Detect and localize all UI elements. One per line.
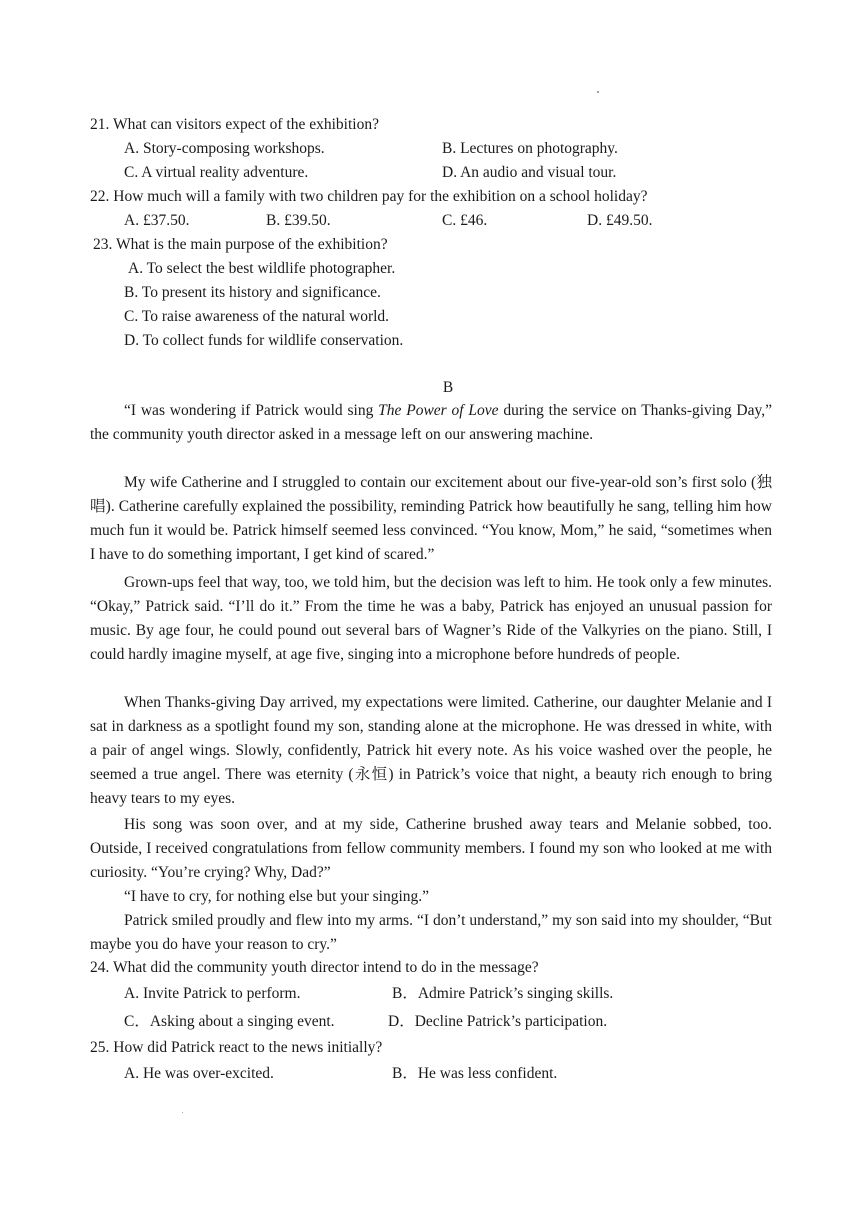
q23-option-b: B. To present its history and significance.: [124, 284, 381, 301]
scan-dot: [182, 1112, 183, 1113]
passage-paragraph-4: When Thanks-giving Day arrived, my expectations were limited. Catherine, our daughter Melanie and I sat in darkness as a spotlight found my son, standing alone at the microphone. He was dressed in white, with a pair of angel wings. Slowly, confidently, Patrick hit every note. As his voice washed over the people, he seemed a true angel. There was eternity (永恒) in Patrick’s voice that night, a beauty rich enough to bring heavy tears to my eyes.: [90, 694, 772, 807]
q24-option-a: A. Invite Patrick to perform.: [124, 985, 301, 1002]
q24-option-c: C．Asking about a singing event.: [124, 1013, 335, 1030]
q22-option-d: D. £49.50.: [587, 212, 653, 229]
q21-option-a: A. Story-composing workshops.: [124, 140, 325, 157]
q22-option-b: B. £39.50.: [266, 212, 331, 229]
scan-dot: [597, 91, 599, 93]
question-21-stem: 21. What can visitors expect of the exhibition?: [90, 116, 379, 133]
song-title: The Power of Love: [378, 402, 499, 419]
passage-paragraph-1: [90, 399, 772, 447]
section-b-title: B: [442, 379, 454, 396]
passage-paragraph-3: Grown-ups feel that way, too, we told him, but the decision was left to him. He took only a few minutes. “Okay,” Patrick said. “I’ll do it.” From the time he was a baby, Patrick has enjoyed an unusual passion for music. By age four, he could pound out several bars of Wagner’s Ride of the Valkyries on the piano. Still, I could hardly imagine myself, at age five, singing into a microphone before hundreds of people.: [90, 574, 772, 663]
q22-option-a: A. £37.50.: [124, 212, 190, 229]
p1-text-before: “I was wondering if Patrick would sing: [124, 402, 379, 419]
q23-option-a: A. To select the best wildlife photographer.: [128, 260, 396, 277]
question-22-stem: 22. How much will a family with two children pay for the exhibition on a school holiday?: [90, 188, 648, 205]
passage-paragraph-5: His song was soon over, and at my side, Catherine brushed away tears and Melanie sobbed, too. Outside, I received congratulations from fellow community members. I found my son who looked at me with curiosity. “You’re crying? Why, Dad?”: [90, 816, 772, 881]
q23-option-c: C. To raise awareness of the natural world.: [124, 308, 390, 325]
passage-paragraph-6: “I have to cry, for nothing else but your singing.”: [124, 888, 430, 905]
q24-option-d: D．Decline Patrick’s participation.: [388, 1013, 608, 1030]
question-23-stem: 23. What is the main purpose of the exhibition?: [93, 236, 388, 253]
question-24-stem: 24. What did the community youth director intend to do in the message?: [90, 959, 539, 976]
passage-paragraph-2: My wife Catherine and I struggled to contain our excitement about our five-year-old son’s first solo (独唱). Catherine carefully explained the possibility, reminding Patrick how beautifully he sang, telling him how much fun it would be. Patrick himself seemed less convinced. “You know, Mom,” he said, “sometimes when I have to do something important, I get kind of scared.”: [90, 474, 772, 563]
q24-option-b: B．Admire Patrick’s singing skills.: [392, 985, 614, 1002]
q21-option-d: D. An audio and visual tour.: [442, 164, 617, 181]
p1-text-after: during the service on Thanks-giving Day,” the community youth director asked in a message left on our answering machine.: [90, 402, 772, 443]
q25-option-b: B．He was less confident.: [392, 1065, 558, 1082]
q22-option-c: C. £46.: [442, 212, 488, 229]
q25-option-a: A. He was over-excited.: [124, 1065, 274, 1082]
q21-option-b: B. Lectures on photography.: [442, 140, 618, 157]
q23-option-d: D. To collect funds for wildlife conservation.: [124, 332, 404, 349]
question-25-stem: 25. How did Patrick react to the news initially?: [90, 1039, 383, 1056]
passage-paragraph-7: Patrick smiled proudly and flew into my arms. “I don’t understand,” my son said into my shoulder, “But maybe you do have your reason to cry.”: [90, 912, 772, 953]
q21-option-c: C. A virtual reality adventure.: [124, 164, 309, 181]
